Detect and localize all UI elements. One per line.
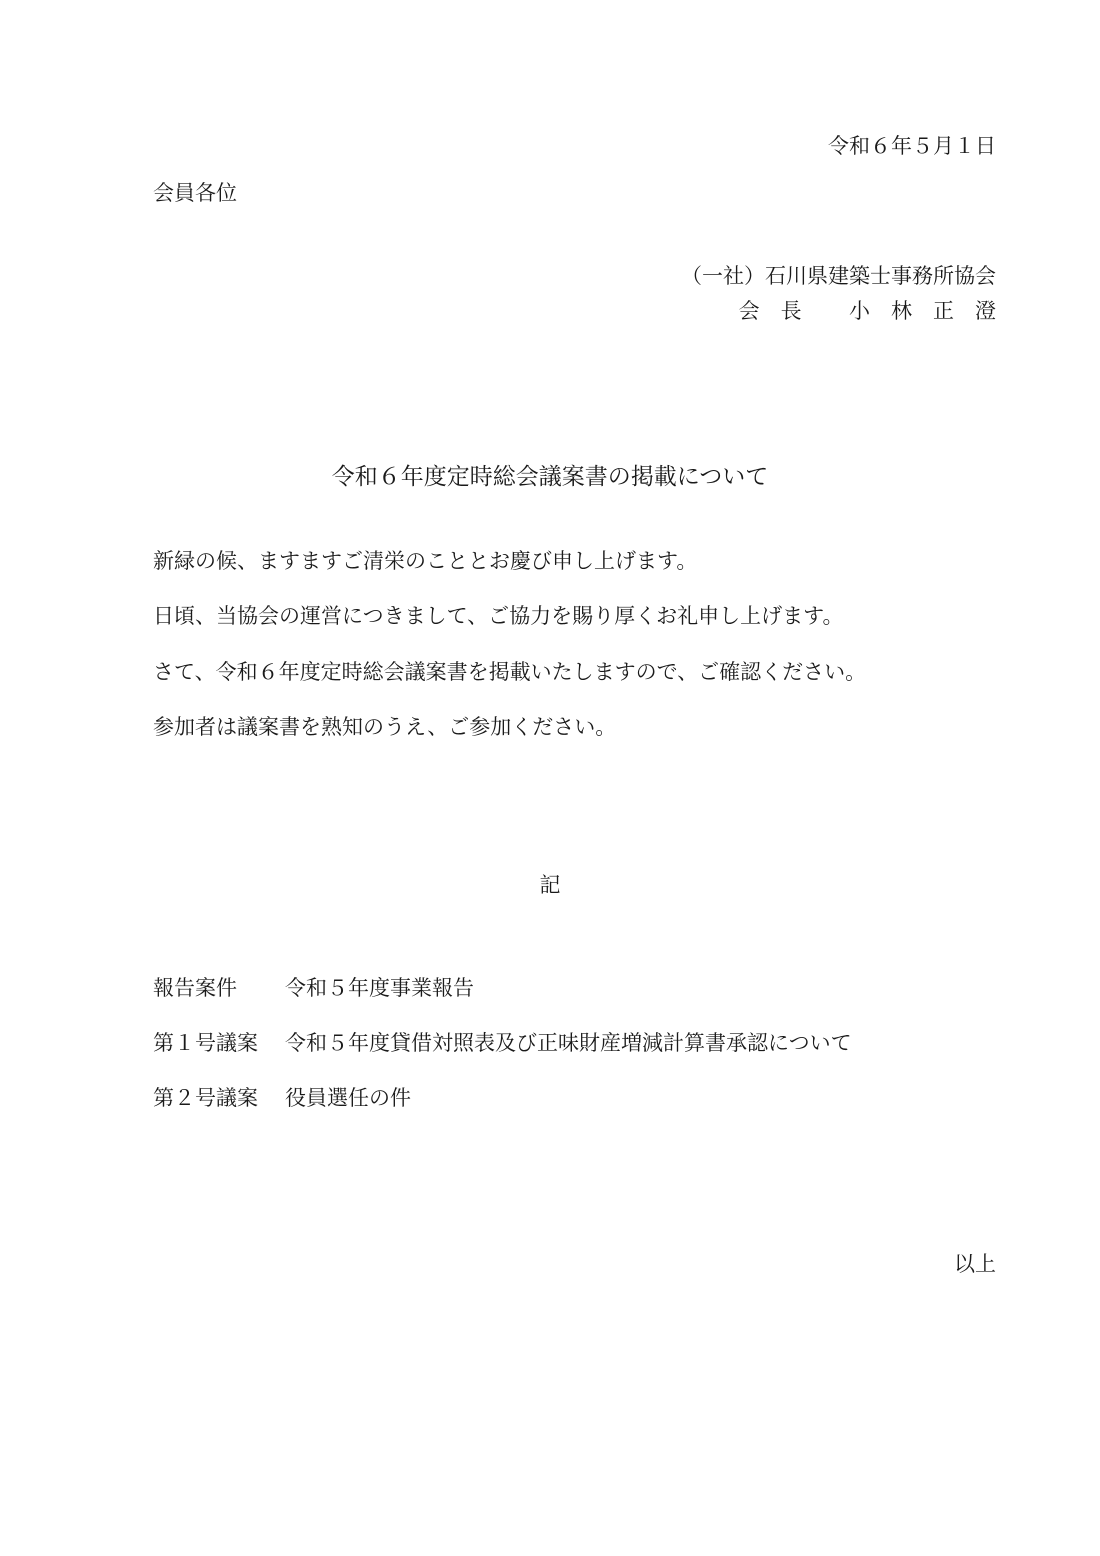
sender-organization: （一社）石川県建築士事務所協会 xyxy=(681,264,996,288)
agenda-item xyxy=(153,1033,852,1054)
closing-text: 以上 xyxy=(954,1252,996,1276)
body-paragraph-2: 日頃、当協会の運営につきまして、ご協力を賜り厚くお礼申し上げます。 xyxy=(153,604,844,628)
ki-heading: 記 xyxy=(539,873,561,897)
agenda-item xyxy=(153,1088,411,1109)
document-title: 令和６年度定時総会議案書の掲載について xyxy=(331,464,769,490)
agenda-item-text: 役員選任の件 xyxy=(285,1086,411,1110)
agenda-item-label: 第１号議案 xyxy=(153,1031,258,1055)
recipient: 会員各位 xyxy=(153,181,237,205)
agenda-item-text: 令和５年度事業報告 xyxy=(285,976,474,1000)
agenda-item-label: 第２号議案 xyxy=(153,1086,258,1110)
body-paragraph-1: 新緑の候、ますますご清栄のこととお慶び申し上げます。 xyxy=(153,549,698,573)
document-date: 令和６年５月１日 xyxy=(828,134,996,158)
body-paragraph-3: さて、令和６年度定時総会議案書を掲載いたしますので、ご確認ください。 xyxy=(153,660,867,684)
sender-name: 小 林 正 澄 xyxy=(849,299,996,323)
body-paragraph-4: 参加者は議案書を熟知のうえ、ご参加ください。 xyxy=(153,715,617,739)
sender-title: 会 長 xyxy=(738,299,802,323)
agenda-item-text: 令和５年度貸借対照表及び正味財産増減計算書承認について xyxy=(285,1031,852,1055)
agenda-item xyxy=(153,978,474,999)
sender-signature xyxy=(739,301,996,322)
agenda-item-label: 報告案件 xyxy=(153,976,237,1000)
